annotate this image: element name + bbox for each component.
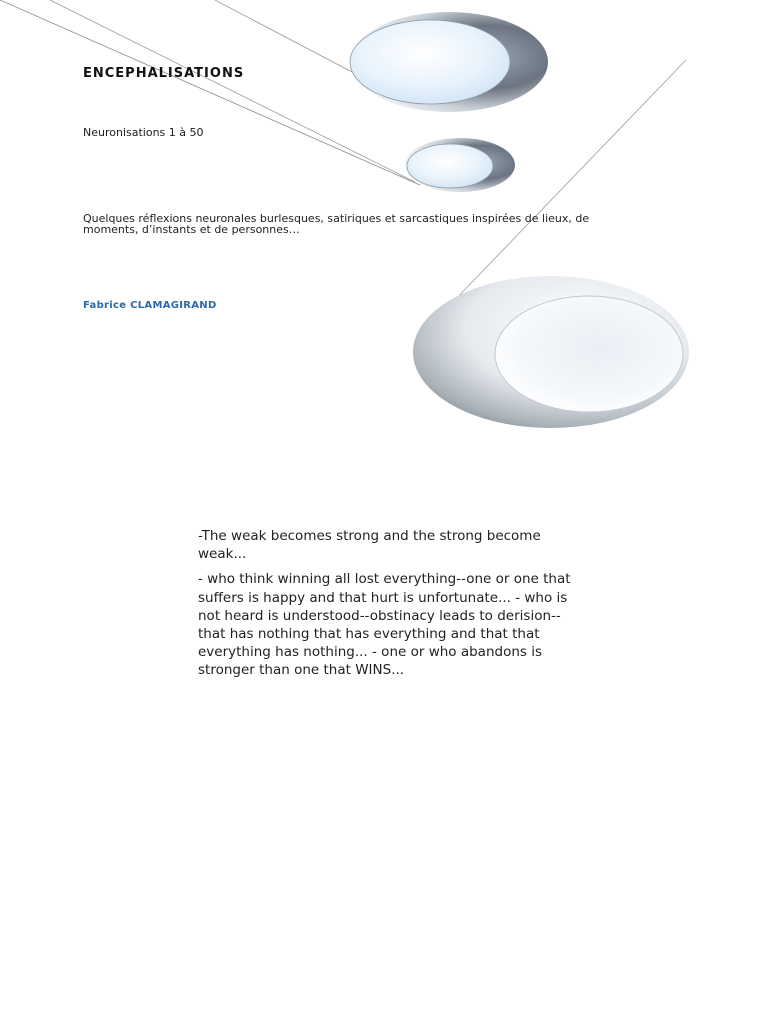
body-paragraph-2: - who think winning all lost everything--one or one that suffers is happy and that hurt is unfortunate... - who is not heard is understood--obstinacy leads to derision--that has nothing that has everything and that that everything has nothing... - one or who abandons is stronger than one that WINS... — [198, 571, 571, 679]
oval-ornament-large-icon — [350, 12, 548, 112]
document-subtitle: Neuronisations 1 à 50 — [83, 126, 204, 139]
author-name: Fabrice CLAMAGIRAND — [83, 300, 217, 311]
diagonal-line-1 — [0, 0, 420, 185]
diagonal-line-2 — [50, 0, 415, 182]
diagonal-line-3 — [215, 0, 352, 72]
oval-ornament-bottom-icon — [413, 276, 689, 428]
body-paragraph-1: -The weak becomes strong and the strong become weak... — [198, 528, 541, 563]
document-description: Quelques réflexions neuronales burlesques, satiriques et sarcastiques inspirées de lieux, de moments, d’instants et de personnes… — [83, 212, 590, 236]
document-title: ENCEPHALISATIONS — [83, 66, 245, 81]
body-text — [198, 527, 578, 687]
oval-ornament-small-icon — [405, 138, 515, 192]
